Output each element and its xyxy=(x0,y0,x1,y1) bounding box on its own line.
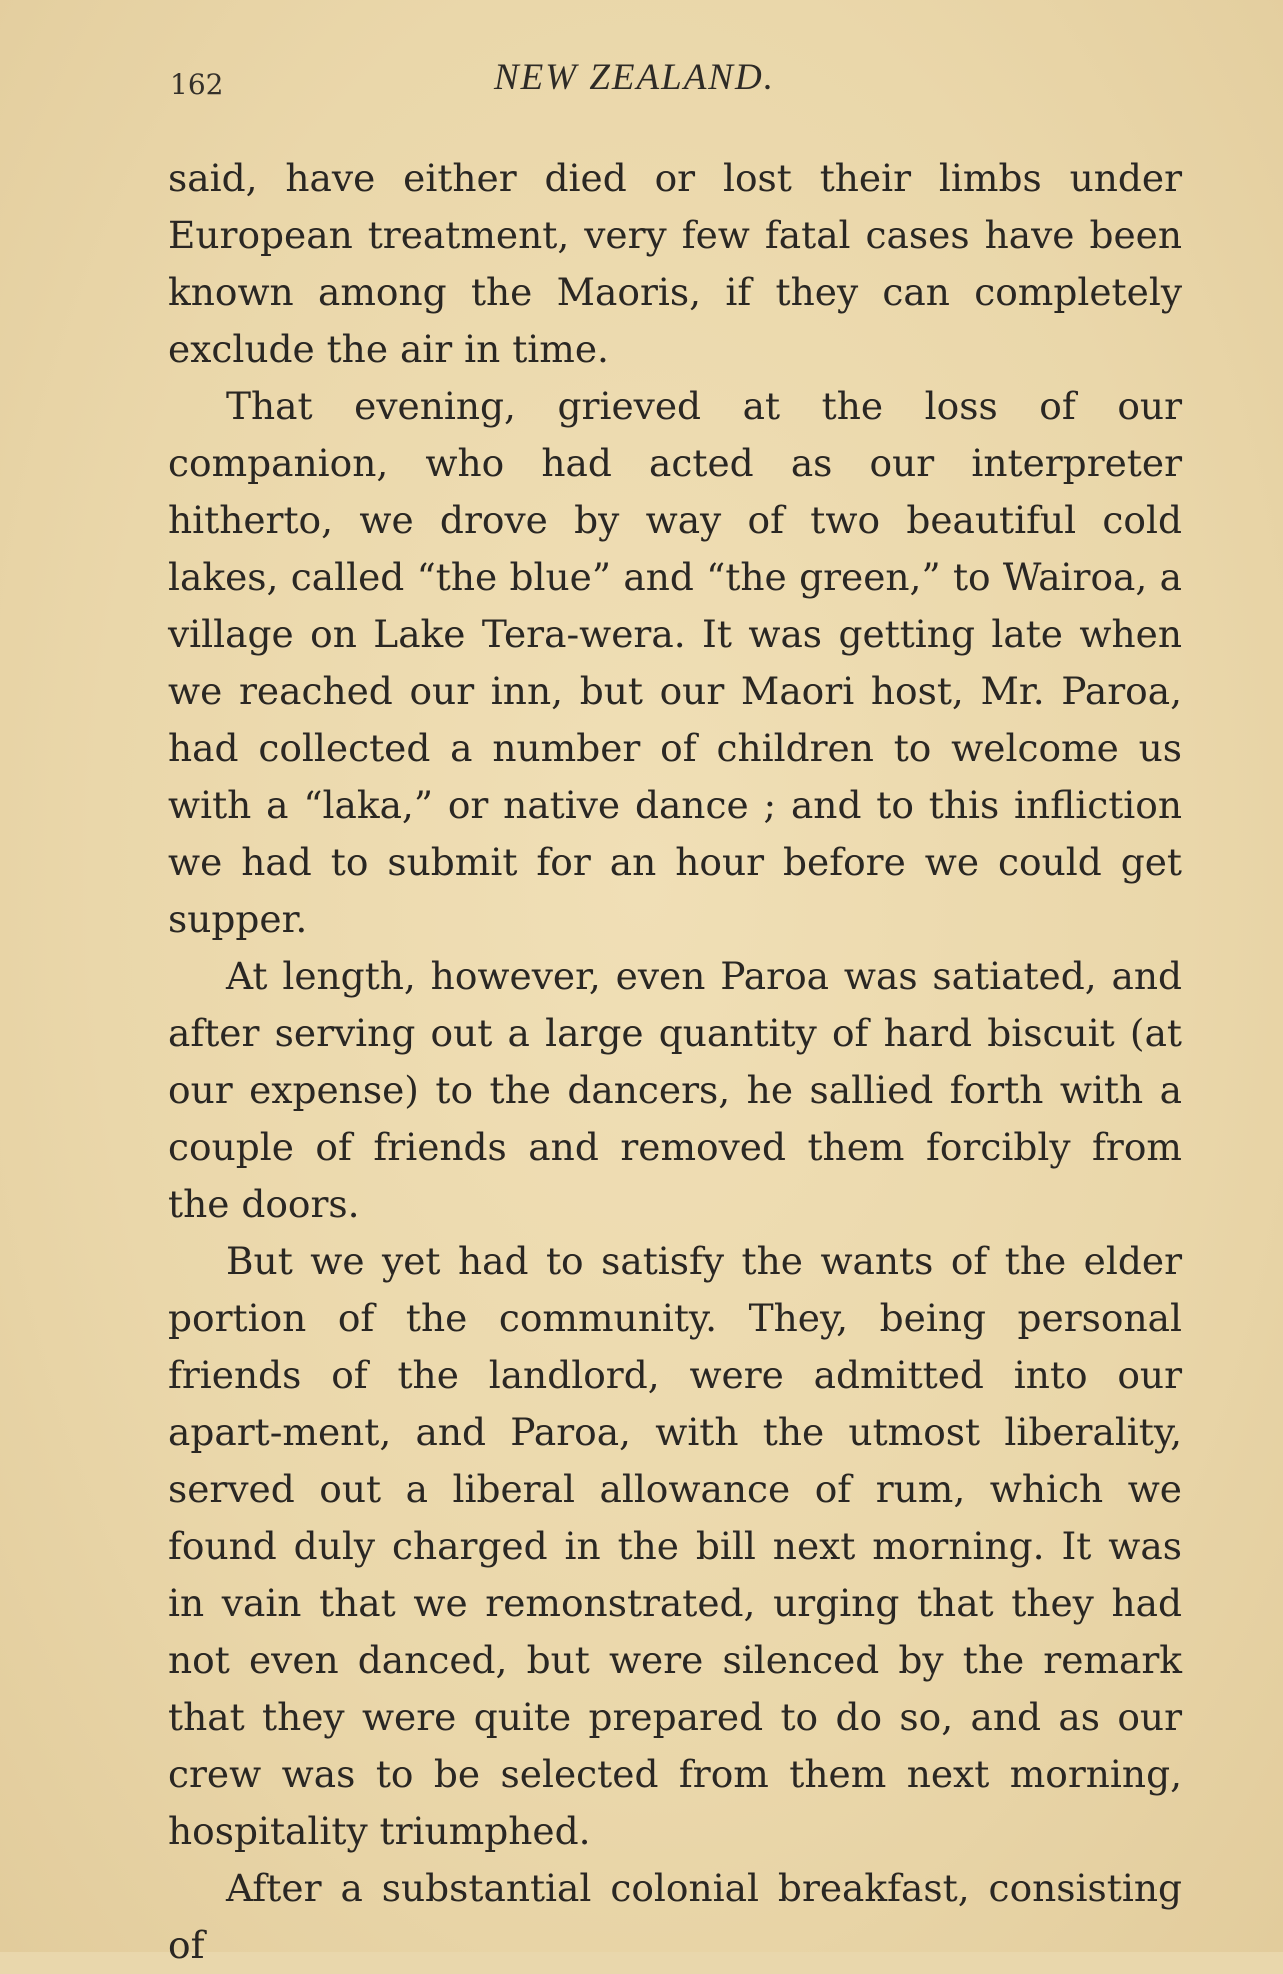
running-title: NEW ZEALAND. xyxy=(494,57,775,98)
page-number: 162 xyxy=(170,68,224,101)
body-text xyxy=(168,150,1182,1974)
paragraph-paroa-satiated: At length, however, even Paroa was satiated, and after serving out a large quantity of hard biscuit (at our expense) to the dancers, he sallied forth with a couple of friends and removed them forcibly from the doors. xyxy=(168,954,1182,1226)
running-header xyxy=(168,56,1188,106)
paragraph-evening-drive: That evening, grieved at the loss of our companion, who had acted as our interpreter hitherto, we drove by way of two beautiful cold lakes, called “the blue” and “the green,” to Wairoa, a village on Lake Tera-wera. It was getting late when we reached our inn, but our Maori host, Mr. Paroa, had collected a number of children to welcome us with a “laka,” or native dance ; and to this infliction we had to submit for an hour before we could get supper. xyxy=(168,384,1182,941)
paragraph-breakfast: After a substantial colonial breakfast, consisting of xyxy=(168,1866,1182,1967)
paragraph-continuation: said, have either died or lost their limbs under European treatment, very few fatal cases have been known among the Maoris, if they can completely exclude the air in time. xyxy=(168,156,1182,371)
paragraph-elder-portion: But we yet had to satisfy the wants of the elder portion of the community. They, being personal friends of the landlord, were admitted into our apart-ment, and Paroa, with the utmost liberality, served out a liberal allowance of rum, which we found duly charged in the bill next morning. It was in vain that we remonstrated, urging that they had not even danced, but were silenced by the remark that they were quite prepared to do so, and as our crew was to be selected from them next morning, hospitality triumphed. xyxy=(168,1239,1182,1853)
